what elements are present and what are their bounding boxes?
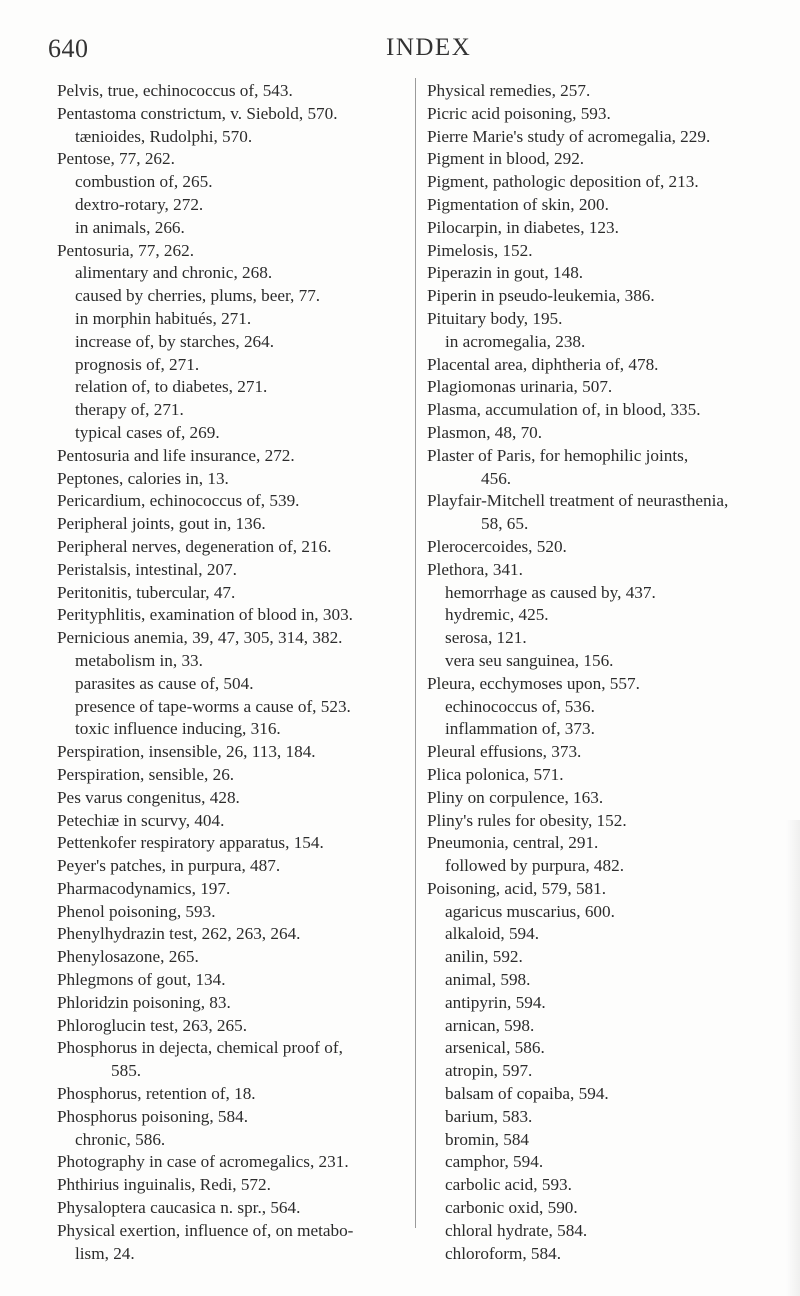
index-entry: Petechiæ in scurvy, 404. xyxy=(57,810,225,830)
index-subentry: alkaloid, 594. xyxy=(445,924,540,944)
index-entry: Perspiration, insensible, 26, 113, 184. xyxy=(57,742,316,762)
index-entry: Physaloptera caucasica n. spr., 564. xyxy=(57,1198,301,1218)
index-subentry: toxic influence inducing, 316. xyxy=(75,719,281,739)
running-head: INDEX xyxy=(386,34,472,61)
index-entry: Phosphorus in dejecta, chemical proof of, xyxy=(57,1038,343,1058)
index-entry: Phloridzin poisoning, 83. xyxy=(57,992,231,1012)
index-entry: Pliny on corpulence, 163. xyxy=(427,787,604,807)
index-subentry: in morphin habitués, 271. xyxy=(75,308,252,328)
index-entry: Pes varus congenitus, 428. xyxy=(57,787,240,807)
index-subentry: bromin, 584 xyxy=(445,1129,530,1149)
index-subentry: metabolism in, 33. xyxy=(75,650,203,670)
index-entry: Picric acid poisoning, 593. xyxy=(427,103,611,123)
index-entry: Piperin in pseudo-leukemia, 386. xyxy=(427,286,655,306)
index-subentry: in animals, 266. xyxy=(75,217,185,237)
index-subentry: anilin, 592. xyxy=(445,947,523,967)
page-number: 640 xyxy=(48,34,89,63)
index-entry: Pettenkofer respiratory apparatus, 154. xyxy=(57,833,324,853)
index-entry: Pleural effusions, 373. xyxy=(427,742,582,762)
index-entry: Pierre Marie's study of acromegalia, 229. xyxy=(427,126,711,146)
index-entry: Phenol poisoning, 593. xyxy=(57,901,216,921)
index-entry: Pilocarpin, in diabetes, 123. xyxy=(427,217,619,237)
index-entry: Pentose, 77, 262. xyxy=(57,149,175,169)
index-entry: Piperazin in gout, 148. xyxy=(427,263,584,283)
page-header xyxy=(48,34,752,74)
index-entry: Pneumonia, central, 291. xyxy=(427,833,599,853)
index-subentry: animal, 598. xyxy=(445,970,531,990)
index-subentry: hydremic, 425. xyxy=(445,605,549,625)
index-entry: Poisoning, acid, 579, 581. xyxy=(427,878,607,898)
index-entry: Phosphorus, retention of, 18. xyxy=(57,1084,256,1104)
index-subentry: chloroform, 584. xyxy=(445,1243,561,1263)
index-subentry: hemorrhage as caused by, 437. xyxy=(445,582,656,602)
index-subentry: lism, 24. xyxy=(75,1243,135,1263)
index-subentry: carbonic oxid, 590. xyxy=(445,1198,578,1218)
index-entry: Pigment in blood, 292. xyxy=(427,149,585,169)
index-entry: Peritonitis, tubercular, 47. xyxy=(57,582,236,602)
index-subentry: camphor, 594. xyxy=(445,1152,544,1172)
index-subentry: relation of, to diabetes, 271. xyxy=(75,377,268,397)
index-subentry: in acromegalia, 238. xyxy=(445,331,586,351)
index-entry: Peripheral joints, gout in, 136. xyxy=(57,514,266,534)
index-entry: Playfair-Mitchell treatment of neurasthenia, xyxy=(427,491,729,511)
index-entry: Phosphorus poisoning, 584. xyxy=(57,1106,248,1126)
index-column-right xyxy=(427,80,783,1265)
index-entry: Pleura, ecchymoses upon, 557. xyxy=(427,673,640,693)
index-entry: Pigmentation of skin, 200. xyxy=(427,194,609,214)
index-subentry: serosa, 121. xyxy=(445,628,527,648)
index-subentry: barium, 583. xyxy=(445,1106,533,1126)
index-subentry: combustion of, 265. xyxy=(75,172,213,192)
index-subentry: alimentary and chronic, 268. xyxy=(75,263,273,283)
column-divider xyxy=(415,78,416,1228)
index-entry: Plasmon, 48, 70. xyxy=(427,422,543,442)
index-entry: Phloroglucin test, 263, 265. xyxy=(57,1015,248,1035)
index-entry: Peptones, calories in, 13. xyxy=(57,468,229,488)
index-entry: Plerocercoides, 520. xyxy=(427,536,567,556)
index-entry-continuation: 456. xyxy=(481,468,512,488)
index-subentry: typical cases of, 269. xyxy=(75,422,220,442)
index-subentry: followed by purpura, 482. xyxy=(445,856,625,876)
index-subentry: caused by cherries, plums, beer, 77. xyxy=(75,286,321,306)
index-subentry: balsam of copaiba, 594. xyxy=(445,1084,609,1104)
index-entry: Pigment, pathologic deposition of, 213. xyxy=(427,172,699,192)
index-subentry: increase of, by starches, 264. xyxy=(75,331,275,351)
index-subentry: therapy of, 271. xyxy=(75,400,184,420)
index-entry: Perspiration, sensible, 26. xyxy=(57,764,235,784)
index-entry: Physical exertion, influence of, on metabo- xyxy=(57,1220,354,1240)
index-entry: Plica polonica, 571. xyxy=(427,764,564,784)
index-entry: Pericardium, echinococcus of, 539. xyxy=(57,491,300,511)
index-subentry: arsenical, 586. xyxy=(445,1038,545,1058)
index-entry: Plasma, accumulation of, in blood, 335. xyxy=(427,400,701,420)
index-subentry: chloral hydrate, 584. xyxy=(445,1220,588,1240)
index-subentry: tænioides, Rudolphi, 570. xyxy=(75,126,253,146)
index-entry: Phthirius inguinalis, Redi, 572. xyxy=(57,1175,271,1195)
index-entry: Phenylosazone, 265. xyxy=(57,947,199,967)
index-entry: Plagiomonas urinaria, 507. xyxy=(427,377,613,397)
index-subentry: vera seu sanguinea, 156. xyxy=(445,650,614,670)
index-entry: Plethora, 341. xyxy=(427,559,523,579)
index-entry: Peristalsis, intestinal, 207. xyxy=(57,559,237,579)
index-subentry: presence of tape-worms a cause of, 523. xyxy=(75,696,351,716)
index-subentry: echinococcus of, 536. xyxy=(445,696,595,716)
index-subentry: arnican, 598. xyxy=(445,1015,535,1035)
index-entry: Perityphlitis, examination of blood in, 303. xyxy=(57,605,353,625)
index-subentry: parasites as cause of, 504. xyxy=(75,673,254,693)
index-column-left xyxy=(57,80,409,1265)
index-subentry: atropin, 597. xyxy=(445,1061,533,1081)
index-subentry: antipyrin, 594. xyxy=(445,992,546,1012)
index-entry: Pharmacodynamics, 197. xyxy=(57,878,231,898)
index-entry: Pentosuria, 77, 262. xyxy=(57,240,195,260)
index-entry: Pelvis, true, echinococcus of, 543. xyxy=(57,81,293,100)
index-subentry: agaricus muscarius, 600. xyxy=(445,901,615,921)
index-subentry: dextro-rotary, 272. xyxy=(75,194,204,214)
index-entry: Pernicious anemia, 39, 47, 305, 314, 382. xyxy=(57,628,343,648)
index-entry: Peripheral nerves, degeneration of, 216. xyxy=(57,536,332,556)
index-subentry: prognosis of, 271. xyxy=(75,354,200,374)
index-entry: Physical remedies, 257. xyxy=(427,81,591,100)
index-entry: Pituitary body, 195. xyxy=(427,308,563,328)
index-subentry: carbolic acid, 593. xyxy=(445,1175,572,1195)
index-entry: Plaster of Paris, for hemophilic joints, xyxy=(427,445,689,465)
index-entry: Peyer's patches, in purpura, 487. xyxy=(57,856,281,876)
index-entry: Pentosuria and life insurance, 272. xyxy=(57,445,295,465)
page-edge-shadow xyxy=(786,820,800,1296)
index-entry: Phenylhydrazin test, 262, 263, 264. xyxy=(57,924,301,944)
index-entry: Placental area, diphtheria of, 478. xyxy=(427,354,659,374)
index-entry-continuation: 58, 65. xyxy=(481,514,529,534)
index-subentry: chronic, 586. xyxy=(75,1129,166,1149)
index-entry: Photography in case of acromegalics, 231. xyxy=(57,1152,349,1172)
index-entry: Pliny's rules for obesity, 152. xyxy=(427,810,627,830)
index-subentry: inflammation of, 373. xyxy=(445,719,595,739)
index-entry: Pentastoma constrictum, v. Siebold, 570. xyxy=(57,103,338,123)
index-entry: Pimelosis, 152. xyxy=(427,240,533,260)
index-entry-continuation: 585. xyxy=(111,1061,142,1081)
index-entry: Phlegmons of gout, 134. xyxy=(57,970,226,990)
